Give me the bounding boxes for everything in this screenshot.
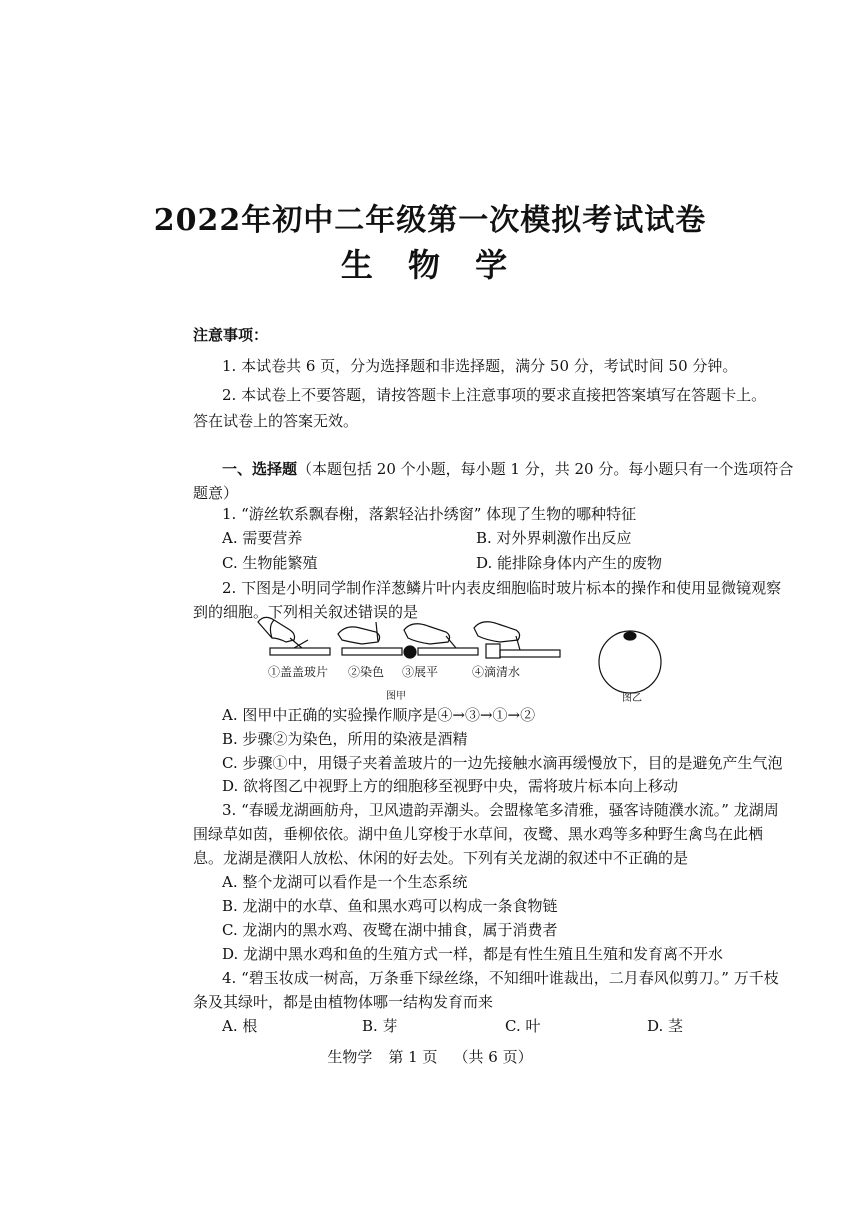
notice-item-1: 1. 本试卷共 6 页，分为选择题和非选择题，满分 50 分，考试时间 50 分钟。 [222,357,738,375]
section1-header [222,458,793,479]
q1-option-b: B. 对外界刺激作出反应 [476,529,632,547]
exam-title: 2022年初中二年级第一次模拟考试试卷 [153,203,707,238]
step1-label: ①盖盖玻片 [268,665,329,679]
footer-page: 第 1 页 [388,1048,438,1066]
q4-option-b: B. 芽 [362,1017,398,1035]
q4-stem-line2: 条及其绿叶，都是由植物体哪一结构发育而来 [193,993,494,1011]
hand-icon [338,627,380,644]
q1-option-d: D. 能排除身体内产生的废物 [476,554,663,572]
beaker-icon [486,644,500,658]
q2-stem-line1: 2. 下图是小明同学制作洋葱鳞片叶内表皮细胞临时玻片标本的操作和使用显微镜观察 [222,579,782,597]
hand-icon [474,622,520,642]
q3-stem-line2: 围绿草如茵，垂柳依依。湖中鱼儿穿梭于水草间，夜鹭、黑水鸡等多种野生禽鸟在此栖 [193,825,764,843]
cell-icon [624,632,636,640]
footer-subject: 生物学 [327,1048,373,1066]
q3-stem-line3: 息。龙湖是濮阳人放松、休闲的好去处。下列有关龙湖的叙述中不正确的是 [193,849,689,867]
q1-stem: 1. “游丝软系飘春榭，落絮轻沾扑绣窗” 体现了生物的哪种特征 [222,505,637,523]
q2-figure [250,608,670,704]
q4-option-c: C. 叶 [505,1017,541,1035]
q2-option-d: D. 欲将图乙中视野上方的细胞移至视野中央，需将玻片标本向上移动 [222,777,679,795]
q3-option-c: C. 龙湖内的黑水鸡、夜鹭在湖中捕食，属于消费者 [222,921,558,939]
notice-item-2-line1: 2. 本试卷上不要答题，请按答题卡上注意事项的要求直接把答案填写在答题卡上。 [222,386,767,404]
section1-desc-line2: 题意） [193,484,239,502]
q3-option-a: A. 整个龙湖可以看作是一个生态系统 [222,873,468,891]
notice-item-2-line2: 答在试卷上的答案无效。 [193,412,359,430]
q4-stem-line1: 4. “碧玉妆成一树高，万条垂下绿丝绦，不知细叶谁裁出，二月春风似剪刀。” 万千枝 [222,969,779,987]
q4-option-a: A. 根 [222,1017,258,1035]
q1-option-a: A. 需要营养 [222,529,303,547]
footer-total: （共 6 页） [453,1048,533,1066]
hand-icon [258,617,295,642]
figure-a-label: 图甲 [386,691,406,702]
q2-stem-line2: 到的细胞。下列相关叙述错误的是 [193,603,419,621]
q4-option-d: D. 茎 [647,1017,684,1035]
specimen-icon [404,646,416,658]
q1-option-c: C. 生物能繁殖 [222,554,318,572]
figure-b-label: 图乙 [622,693,642,704]
q3-stem-line1: 3. “春暖龙湖画舫舟，卫风遗韵弄潮头。会盟椽笔多清雅，骚客诗随濮水流。” 龙湖周 [222,801,779,819]
section1-heading: 一、选择题 [222,460,298,478]
section1-desc-line1: （本题包括 20 个小题，每小题 1 分，共 20 分。每小题只有一个选项符合 [297,460,794,478]
q3-option-b: B. 龙湖中的水草、鱼和黑水鸡可以构成一条食物链 [222,897,558,915]
step3-label: ③展平 [402,665,439,679]
step2-label: ②染色 [348,665,385,679]
glass-slide-icon [500,650,560,657]
q2-option-a: A. 图甲中正确的实验操作顺序是④→③→①→② [222,706,536,724]
glass-slide-icon [418,648,478,655]
glass-slide-icon [342,648,402,655]
q2-option-b: B. 步骤②为染色，所用的染液是酒精 [222,730,468,748]
step4-label: ④滴清水 [472,665,521,679]
glass-slide-icon [270,648,330,655]
notice-heading: 注意事项： [193,326,269,344]
page-footer [0,1046,860,1067]
q2-option-c: C. 步骤①中，用镊子夹着盖玻片的一边先接触水滴再缓慢放下，目的是避免产生气泡 [222,754,783,772]
q3-option-d: D. 龙湖中黑水鸡和鱼的生殖方式一样，都是有性生殖且生殖和发育离不开水 [222,945,724,963]
subject-title: 生 物 学 [340,246,520,284]
hand-icon [404,624,450,644]
